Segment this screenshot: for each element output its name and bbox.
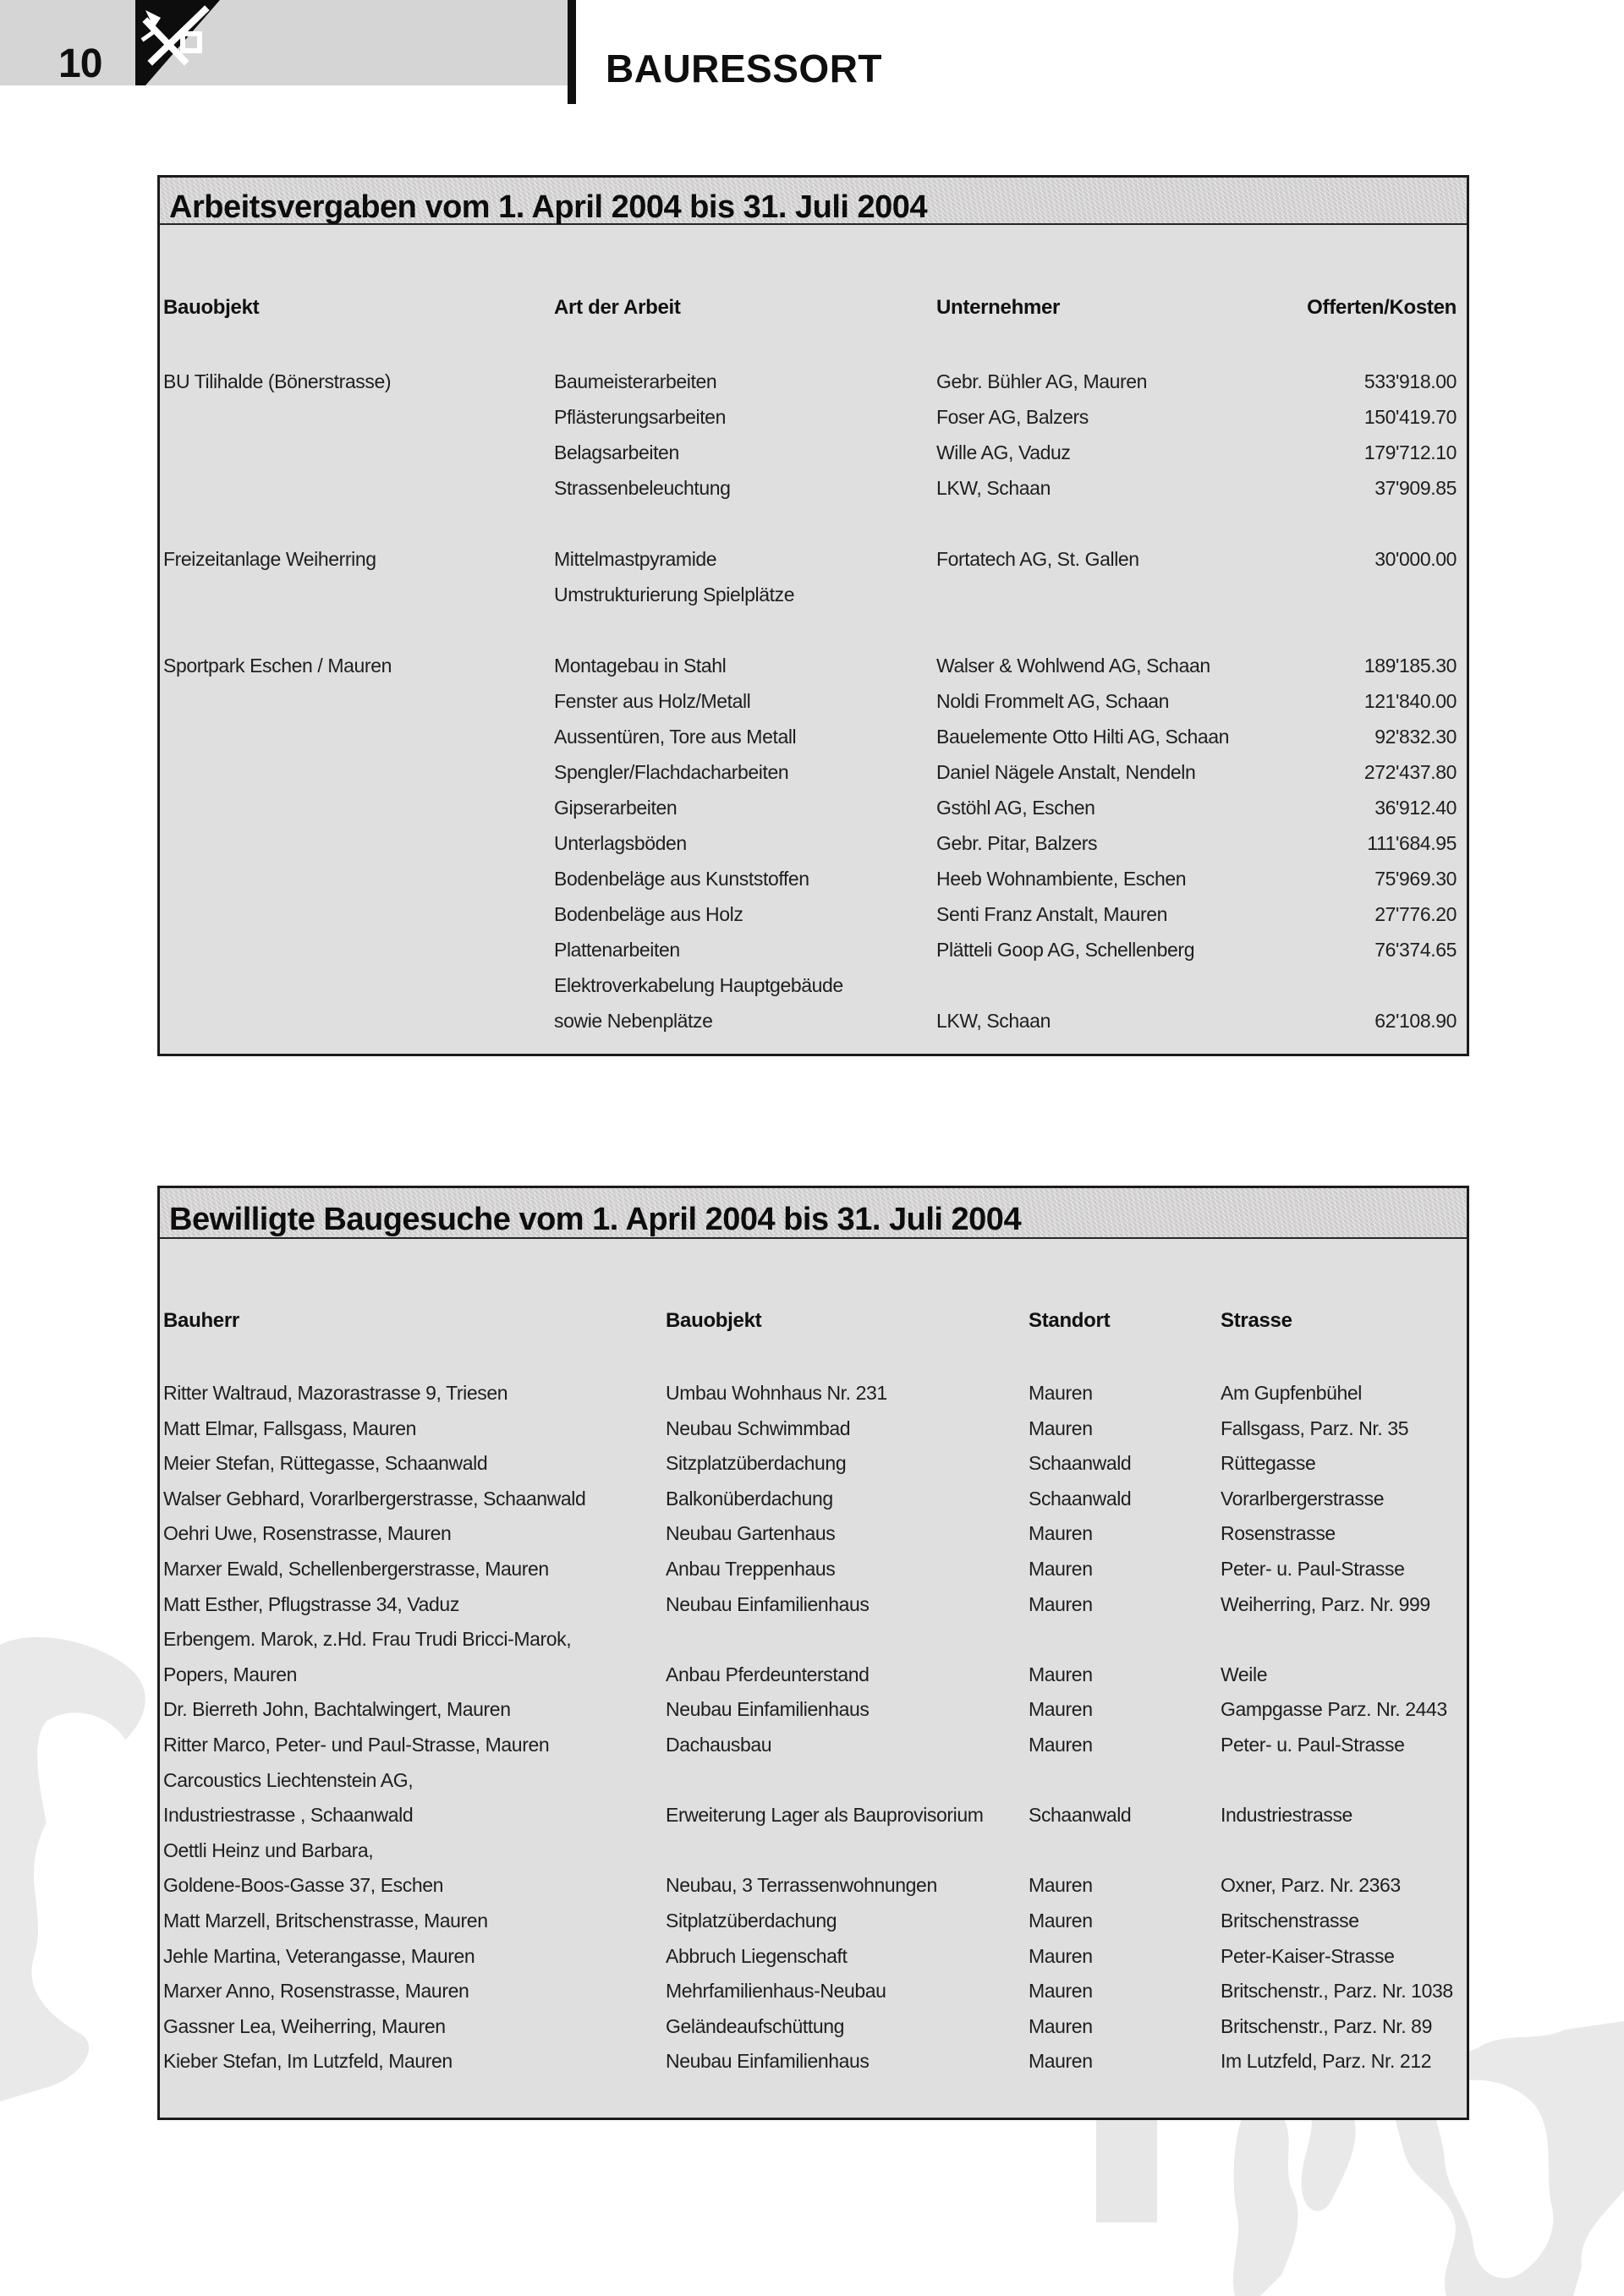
table-cell: Walser & Wohlwend AG, Schaan	[936, 655, 1210, 677]
table-cell: 75'969.30	[1374, 868, 1457, 890]
table-cell: Carcoustics Liechtenstein AG,	[163, 1768, 414, 1791]
table-cell: Mauren	[1029, 1944, 1093, 1967]
table-cell: Goldene-Boos-Gasse 37, Eschen	[163, 1874, 444, 1897]
table-cell: Aussentüren, Tore aus Metall	[554, 726, 797, 748]
table-row	[0, 1558, 1624, 1583]
table-cell: Britschenstrasse	[1221, 1910, 1359, 1932]
table-row	[0, 619, 1624, 644]
column-header: Standort	[1029, 1309, 1111, 1332]
table-row	[0, 370, 1624, 396]
column-header: Unternehmer	[936, 296, 1061, 319]
table-cell: Mauren	[1029, 1910, 1093, 1932]
table-cell: Fortatech AG, St. Gallen	[936, 548, 1139, 570]
table-cell: Mauren	[1029, 1522, 1093, 1545]
table-cell: Peter- u. Paul-Strasse	[1221, 1734, 1405, 1756]
table-cell: Plattenarbeiten	[554, 939, 680, 961]
table-cell: Marxer Anno, Rosenstrasse, Mauren	[163, 1980, 469, 2003]
table-cell: 30'000.00	[1374, 548, 1457, 570]
table-cell: Sitzplatzüberdachung	[666, 1452, 847, 1475]
table-cell: Unterlagsböden	[554, 832, 687, 854]
table-row	[0, 2015, 1624, 2041]
table-cell: Wille AG, Vaduz	[936, 441, 1071, 463]
table-cell: Mauren	[1029, 1734, 1093, 1756]
table-cell: Anbau Treppenhaus	[666, 1558, 836, 1580]
table-cell: Popers, Mauren	[163, 1663, 298, 1685]
column-header: Offerten/Kosten	[1307, 296, 1457, 319]
table-row	[0, 1804, 1624, 1829]
table-cell: sowie Nebenplätze	[554, 1010, 713, 1032]
table-cell: Senti Franz Anstalt, Mauren	[936, 903, 1168, 925]
table-cell: Walser Gebhard, Vorarlbergerstrasse, Schaanwald	[163, 1487, 586, 1510]
table-cell: Heeb Wohnambiente, Eschen	[936, 868, 1187, 890]
table-title-band	[160, 178, 1467, 225]
table-cell: Peter- u. Paul-Strasse	[1221, 1558, 1405, 1580]
table-cell: BU Tilihalde (Bönerstrasse)	[163, 370, 392, 392]
table-cell: Oxner, Parz. Nr. 2363	[1221, 1874, 1401, 1897]
table-cell: Umbau Wohnhaus Nr. 231	[666, 1382, 887, 1404]
table-cell: Matt Esther, Pflugstrasse 34, Vaduz	[163, 1592, 459, 1615]
table-cell: Oettli Heinz und Barbara,	[163, 1838, 374, 1861]
table-cell: Schaanwald	[1029, 1804, 1132, 1827]
table-row	[0, 974, 1624, 1000]
table-row	[0, 512, 1624, 538]
header-rule	[568, 0, 576, 104]
table-row	[0, 1628, 1624, 1653]
table-cell: Meier Stefan, Rüttegasse, Schaanwald	[163, 1452, 488, 1475]
table-cell: 37'909.85	[1374, 477, 1457, 499]
table-row	[0, 1945, 1624, 1970]
table-cell: Fenster aus Holz/Metall	[554, 690, 751, 712]
table-title: Bewilligte Baugesuche vom 1. April 2004 bis 31. Juli 2004	[169, 1202, 1022, 1237]
table-cell: Jehle Martina, Veterangasse, Mauren	[163, 1944, 475, 1967]
table-cell: Neubau Einfamilienhaus	[666, 1698, 870, 1721]
table-cell: 36'912.40	[1374, 797, 1457, 819]
table-cell: Mauren	[1029, 1663, 1093, 1685]
table-cell: Erbengem. Marok, z.Hd. Frau Trudi Bricci-Marok,	[163, 1628, 572, 1651]
table-cell: Balkonüberdachung	[666, 1487, 833, 1510]
table-cell: Foser AG, Balzers	[936, 406, 1089, 428]
table-row	[0, 1839, 1624, 1865]
column-header: Art der Arbeit	[554, 296, 681, 319]
table-cell: Ritter Marco, Peter- und Paul-Strasse, Mauren	[163, 1734, 550, 1756]
table-cell: Mittelmastpyramide	[554, 548, 717, 570]
table-cell: Bodenbeläge aus Holz	[554, 903, 743, 925]
table-cell: Matt Elmar, Fallsgass, Mauren	[163, 1417, 417, 1439]
table-cell: Sitplatzüberdachung	[666, 1910, 837, 1932]
table-cell: Schaanwald	[1029, 1487, 1132, 1510]
table-row	[0, 903, 1624, 929]
table-row	[0, 1522, 1624, 1548]
table-cell: Mauren	[1029, 1698, 1093, 1721]
crossed-tools-icon	[135, 0, 222, 85]
table-cell: Pflästerungsarbeiten	[554, 406, 726, 428]
table-cell: Plätteli Goop AG, Schellenberg	[936, 939, 1195, 961]
table-cell: Im Lutzfeld, Parz. Nr. 212	[1221, 2050, 1432, 2073]
table-cell: 533'918.00	[1363, 370, 1457, 392]
table-cell: 111'684.95	[1367, 832, 1457, 854]
table-row	[0, 1382, 1624, 1407]
table-cell: Freizeitanlage Weiherring	[163, 548, 376, 570]
table-row	[0, 1980, 1624, 2005]
table-cell: Mauren	[1029, 1980, 1093, 2003]
table-row	[0, 1488, 1624, 1513]
table-cell: Erweiterung Lager als Bauprovisorium	[666, 1804, 984, 1827]
table-cell: Gebr. Bühler AG, Mauren	[936, 370, 1148, 392]
table-cell: Kieber Stefan, Im Lutzfeld, Mauren	[163, 2050, 453, 2073]
table-cell: Neubau, 3 Terrassenwohnungen	[666, 1874, 937, 1897]
table-cell: Sportpark Eschen / Mauren	[163, 655, 392, 677]
table-cell: LKW, Schaan	[936, 477, 1051, 499]
table-cell: Mauren	[1029, 1417, 1093, 1439]
column-header: Bauobjekt	[666, 1309, 762, 1332]
table-cell: Oehri Uwe, Rosenstrasse, Mauren	[163, 1522, 452, 1545]
table-cell: 272'437.80	[1363, 761, 1457, 783]
table-cell: 179'712.10	[1363, 441, 1457, 463]
table-row	[0, 797, 1624, 822]
table-row	[0, 1874, 1624, 1899]
table-cell: Peter-Kaiser-Strasse	[1221, 1944, 1395, 1967]
table-cell: Mauren	[1029, 1558, 1093, 1580]
table-cell: Marxer Ewald, Schellenbergerstrasse, Mauren	[163, 1558, 549, 1580]
table-cell: Vorarlbergerstrasse	[1221, 1487, 1385, 1510]
table-row	[0, 655, 1624, 680]
table-cell: Abbruch Liegenschaft	[666, 1944, 848, 1967]
table-cell: 92'832.30	[1374, 726, 1457, 748]
table-cell: 76'374.65	[1374, 939, 1457, 961]
table-cell: Britschenstr., Parz. Nr. 89	[1221, 2014, 1432, 2037]
table-cell: Mauren	[1029, 1874, 1093, 1897]
table-cell: Britschenstr., Parz. Nr. 1038	[1221, 1980, 1453, 2003]
table-title: Arbeitsvergaben vom 1. April 2004 bis 31. Juli 2004	[169, 189, 928, 225]
table-cell: Gampgasse Parz. Nr. 2443	[1221, 1698, 1447, 1721]
table-cell: Mauren	[1029, 1382, 1093, 1404]
table-cell: Mauren	[1029, 1592, 1093, 1615]
column-header: Bauobjekt	[163, 296, 260, 319]
table-cell: Mehrfamilienhaus-Neubau	[666, 1980, 886, 2003]
table-cell: Strassenbeleuchtung	[554, 477, 731, 499]
table-row	[0, 1593, 1624, 1619]
table-cell: Bodenbeläge aus Kunststoffen	[554, 868, 809, 890]
table-cell: Mauren	[1029, 2014, 1093, 2037]
table-row	[0, 832, 1624, 858]
table-row	[0, 1452, 1624, 1477]
table-cell: Geländeaufschüttung	[666, 2014, 845, 2037]
table-cell: Spengler/Flachdacharbeiten	[554, 761, 789, 783]
table-row	[0, 548, 1624, 573]
table-cell: Ritter Waltraud, Mazorastrasse 9, Triesen	[163, 1382, 508, 1404]
table-cell: Industriestrasse	[1221, 1804, 1352, 1827]
table-row	[0, 726, 1624, 751]
table-cell: Dachausbau	[666, 1734, 772, 1756]
table-row	[0, 406, 1624, 431]
table-cell: Schaanwald	[1029, 1452, 1132, 1475]
table-cell: Baumeisterarbeiten	[554, 370, 717, 392]
page-number: 10	[58, 41, 102, 86]
table-cell: Elektroverkabelung Hauptgebäude	[554, 974, 843, 996]
table-cell: 121'840.00	[1363, 690, 1457, 712]
table-cell: Gebr. Pitar, Balzers	[936, 832, 1098, 854]
column-header: Bauherr	[163, 1309, 239, 1332]
table-cell: Am Gupfenbühel	[1221, 1382, 1363, 1404]
table-cell: Dr. Bierreth John, Bachtalwingert, Mauren	[163, 1698, 511, 1721]
table-cell: Bauelemente Otto Hilti AG, Schaan	[936, 726, 1230, 748]
table-cell: Neubau Einfamilienhaus	[666, 2050, 870, 2073]
table-cell: 150'419.70	[1363, 406, 1457, 428]
table-cell: Umstrukturierung Spielplätze	[554, 584, 795, 606]
table-row	[0, 939, 1624, 964]
table-row	[0, 1010, 1624, 1035]
table-cell: Anbau Pferdeunterstand	[666, 1663, 870, 1685]
table-cell: 27'776.20	[1374, 903, 1457, 925]
table-cell: Daniel Nägele Anstalt, Nendeln	[936, 761, 1196, 783]
table-cell: Montagebau in Stahl	[554, 655, 727, 677]
table-cell: Neubau Einfamilienhaus	[666, 1592, 870, 1615]
table-cell: Weiherring, Parz. Nr. 999	[1221, 1592, 1430, 1615]
table-cell: Neubau Schwimmbad	[666, 1417, 851, 1439]
table-row	[0, 1663, 1624, 1689]
table-cell: LKW, Schaan	[936, 1010, 1051, 1032]
table-cell: Rüttegasse	[1221, 1452, 1316, 1475]
table-cell: Matt Marzell, Britschenstrasse, Mauren	[163, 1910, 488, 1932]
table-row	[0, 761, 1624, 786]
column-header: Strasse	[1221, 1309, 1292, 1332]
table-row	[0, 1734, 1624, 1759]
table-cell: Noldi Frommelt AG, Schaan	[936, 690, 1170, 712]
table-cell: 189'185.30	[1363, 655, 1457, 677]
table-row	[0, 1417, 1624, 1443]
table-row	[0, 584, 1624, 609]
table-row	[0, 1698, 1624, 1723]
table-cell: 62'108.90	[1374, 1010, 1457, 1032]
table-row	[0, 1910, 1624, 1935]
table-cell: Rosenstrasse	[1221, 1522, 1336, 1545]
table-row	[0, 690, 1624, 715]
table-row	[0, 477, 1624, 502]
table-row	[0, 1769, 1624, 1795]
table-cell: Gassner Lea, Weiherring, Mauren	[163, 2014, 446, 2037]
table-title-band	[160, 1188, 1467, 1239]
table-cell: Fallsgass, Parz. Nr. 35	[1221, 1417, 1409, 1439]
table-row	[0, 868, 1624, 893]
table-cell: Gipserarbeiten	[554, 797, 678, 819]
table-cell: Weile	[1221, 1663, 1268, 1685]
table-cell: Gstöhl AG, Eschen	[936, 797, 1095, 819]
section-title: BAURESSORT	[606, 47, 883, 90]
table-cell: Neubau Gartenhaus	[666, 1522, 836, 1545]
table-row	[0, 441, 1624, 467]
table-cell: Mauren	[1029, 2050, 1093, 2073]
table-cell: Belagsarbeiten	[554, 441, 679, 463]
table-row	[0, 2050, 1624, 2075]
table-cell: Industriestrasse , Schaanwald	[163, 1804, 414, 1827]
